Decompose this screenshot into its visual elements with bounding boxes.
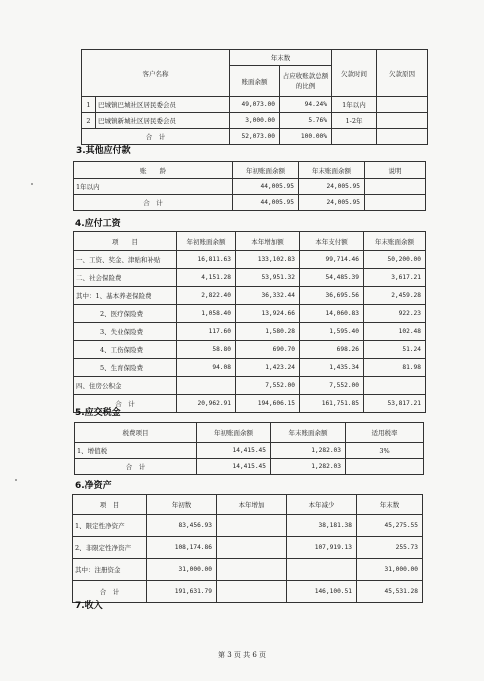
row-begin: 1,058.40 — [177, 305, 236, 323]
row-item: 四、住房公积金 — [74, 377, 177, 395]
row-item: 二、社会保险费 — [74, 269, 177, 287]
row-balance: 3,000.00 — [230, 113, 280, 129]
row-no: 1 — [82, 97, 96, 113]
section-4-title: 4.应付工资 — [75, 219, 121, 229]
col-header-note: 说明 — [365, 162, 426, 179]
row-pay: 698.26 — [300, 341, 364, 359]
table-row — [75, 443, 424, 459]
section-5-title: 5.应交税金 — [75, 408, 121, 418]
section-6-title: 6.净资产 — [75, 481, 112, 491]
total-end: 1,282.03 — [271, 459, 346, 475]
row-pay: 1,435.34 — [300, 359, 364, 377]
col-header-year-end: 年末数 — [230, 50, 332, 66]
row-name: 巴城镇新城社区居民委会员 — [96, 113, 230, 129]
total-label: 合 计 — [74, 195, 233, 211]
table-row — [74, 269, 426, 287]
row-end — [364, 377, 426, 395]
row-add: 36,332.44 — [236, 287, 300, 305]
row-begin: 83,456.93 — [147, 515, 217, 537]
row-begin: 31,000.00 — [147, 559, 217, 581]
col-header-sub: 本年减少 — [287, 495, 357, 515]
col-header-end: 年末账面余额 — [299, 162, 365, 179]
row-add — [217, 559, 287, 581]
col-header-time: 欠款时间 — [332, 50, 377, 97]
col-header-ratio: 占应收账款总额的比例 — [280, 66, 332, 97]
row-add: 1,423.24 — [236, 359, 300, 377]
total-begin: 20,962.91 — [177, 395, 236, 413]
total-pay: 161,751.85 — [300, 395, 364, 413]
total-label: 合 计 — [74, 395, 177, 413]
row-item: 5、生育保险费 — [74, 359, 177, 377]
row-item: 3、失业保险费 — [74, 323, 177, 341]
row-begin: 44,005.95 — [233, 179, 299, 195]
table-row — [82, 113, 428, 129]
row-begin — [177, 377, 236, 395]
row-no: 2 — [82, 113, 96, 129]
table-row — [82, 97, 428, 113]
total-add: 194,606.15 — [236, 395, 300, 413]
row-end: 51.24 — [364, 341, 426, 359]
row-item: 其中：1、基本养老保险费 — [74, 287, 177, 305]
row-pay: 14,060.83 — [300, 305, 364, 323]
row-ratio: 5.76% — [280, 113, 332, 129]
total-end: 45,531.28 — [357, 581, 423, 603]
row-pay: 99,714.46 — [300, 251, 364, 269]
total-row — [74, 195, 426, 211]
table-row — [73, 515, 423, 537]
total-begin: 191,631.79 — [147, 581, 217, 603]
other-payables-table — [73, 161, 426, 211]
row-add: 133,102.83 — [236, 251, 300, 269]
row-begin: 4,151.28 — [177, 269, 236, 287]
col-header-pay: 本年支付额 — [300, 232, 364, 251]
col-header-end: 年末账面余额 — [364, 232, 426, 251]
total-row — [74, 395, 426, 413]
col-header-end: 年末账面余额 — [271, 423, 346, 443]
table-row — [74, 341, 426, 359]
row-begin: 2,822.40 — [177, 287, 236, 305]
row-begin: 14,415.45 — [197, 443, 271, 459]
row-pay: 36,695.56 — [300, 287, 364, 305]
row-end: 50,200.00 — [364, 251, 426, 269]
col-header-item: 项 目 — [73, 495, 147, 515]
page-number: 第 3 页 共 6 页 — [217, 651, 267, 659]
row-sub: 38,181.38 — [287, 515, 357, 537]
col-header-item: 项 目 — [74, 232, 177, 251]
table-row — [74, 323, 426, 341]
total-row — [82, 129, 428, 145]
total-balance: 52,073.00 — [230, 129, 280, 145]
row-pay: 54,485.39 — [300, 269, 364, 287]
net-assets-table — [72, 494, 423, 603]
row-begin: 108,174.86 — [147, 537, 217, 559]
row-item: 4、工伤保险费 — [74, 341, 177, 359]
col-header-begin: 年初账面余额 — [197, 423, 271, 443]
row-end: 45,275.55 — [357, 515, 423, 537]
empty-cell — [365, 195, 426, 211]
row-end: 922.23 — [364, 305, 426, 323]
row-ratio: 94.24% — [280, 97, 332, 113]
row-age: 1年以内 — [74, 179, 233, 195]
row-end: 1,282.03 — [271, 443, 346, 459]
taxes-payable-table — [74, 422, 424, 475]
col-header-reason: 欠款原因 — [377, 50, 428, 97]
total-begin: 14,415.45 — [197, 459, 271, 475]
col-header-balance: 账面余额 — [230, 66, 280, 97]
total-add — [217, 581, 287, 603]
row-add — [217, 515, 287, 537]
total-label: 合 计 — [73, 581, 147, 603]
col-header-add: 本年增加额 — [236, 232, 300, 251]
col-header-tax-item: 税费项目 — [75, 423, 197, 443]
row-end: 255.73 — [357, 537, 423, 559]
row-end: 24,005.95 — [299, 179, 365, 195]
row-add: 53,951.32 — [236, 269, 300, 287]
row-tax-item: 1、增值税 — [75, 443, 197, 459]
row-time: 1-2年 — [332, 113, 377, 129]
empty-cell — [332, 129, 377, 145]
table-row — [74, 179, 426, 195]
total-label: 合 计 — [75, 459, 197, 475]
section-3-title: 3.其他应付款 — [76, 146, 131, 156]
row-item: 2、医疗保险费 — [74, 305, 177, 323]
row-pay: 7,552.00 — [300, 377, 364, 395]
empty-cell — [346, 459, 424, 475]
scan-speck — [31, 183, 33, 185]
row-item: 一、工资、奖金、津贴和补贴 — [74, 251, 177, 269]
table-row — [74, 359, 426, 377]
row-time: 1年以内 — [332, 97, 377, 113]
row-rate: 3% — [346, 443, 424, 459]
total-row — [73, 581, 423, 603]
row-item: 2、非限定性净资产 — [73, 537, 147, 559]
row-begin: 117.60 — [177, 323, 236, 341]
total-row — [75, 459, 424, 475]
wages-payable-table — [73, 231, 426, 413]
row-begin: 94.08 — [177, 359, 236, 377]
total-ratio: 100.00% — [280, 129, 332, 145]
row-end: 3,617.21 — [364, 269, 426, 287]
total-end: 24,005.95 — [299, 195, 365, 211]
row-end: 81.98 — [364, 359, 426, 377]
total-label: 合 计 — [82, 129, 230, 145]
table-row — [74, 287, 426, 305]
receivables-table — [81, 49, 428, 145]
row-sub: 107,919.13 — [287, 537, 357, 559]
scan-speck — [15, 479, 17, 481]
row-add: 1,580.28 — [236, 323, 300, 341]
table-row — [73, 559, 423, 581]
table-row — [74, 251, 426, 269]
row-add: 7,552.00 — [236, 377, 300, 395]
total-end: 53,817.21 — [364, 395, 426, 413]
row-reason — [377, 97, 428, 113]
col-header-customer: 客户名称 — [82, 50, 230, 97]
section-7-title: 7.收入 — [75, 601, 103, 611]
empty-cell — [377, 129, 428, 145]
col-header-begin: 年初账面余额 — [233, 162, 299, 179]
table-row — [74, 377, 426, 395]
row-add: 13,924.66 — [236, 305, 300, 323]
row-end: 102.48 — [364, 323, 426, 341]
row-begin: 58.80 — [177, 341, 236, 359]
col-header-rate: 适用税率 — [346, 423, 424, 443]
col-header-begin: 年初账面余额 — [177, 232, 236, 251]
col-header-begin: 年初数 — [147, 495, 217, 515]
row-begin: 16,811.63 — [177, 251, 236, 269]
row-item: 其中：注册资金 — [73, 559, 147, 581]
row-add: 690.70 — [236, 341, 300, 359]
row-add — [217, 537, 287, 559]
row-end: 31,000.00 — [357, 559, 423, 581]
col-header-end: 年末数 — [357, 495, 423, 515]
row-name: 巴城镇巴城社区居民委会员 — [96, 97, 230, 113]
table-row — [73, 537, 423, 559]
empty-cell — [365, 179, 426, 195]
row-sub — [287, 559, 357, 581]
row-end: 2,459.28 — [364, 287, 426, 305]
total-sub: 146,100.51 — [287, 581, 357, 603]
row-item: 1、限定性净资产 — [73, 515, 147, 537]
row-pay: 1,595.40 — [300, 323, 364, 341]
row-reason — [377, 113, 428, 129]
col-header-age: 账 龄 — [74, 162, 233, 179]
table-row — [74, 305, 426, 323]
row-balance: 49,073.00 — [230, 97, 280, 113]
col-header-add: 本年增加 — [217, 495, 287, 515]
total-begin: 44,005.95 — [233, 195, 299, 211]
